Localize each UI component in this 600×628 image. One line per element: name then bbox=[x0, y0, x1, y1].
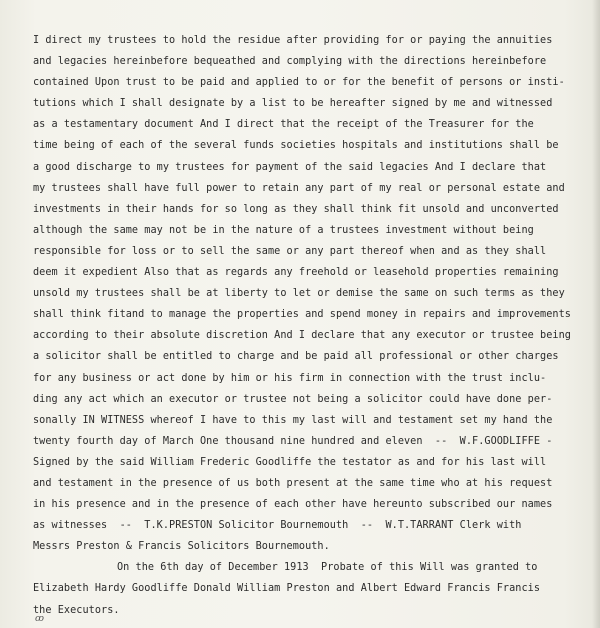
text-line: investments in their hands for so long as they shall think fit unsold and unconverted bbox=[33, 203, 559, 215]
text-line: a good discharge to my trustees for payment of the said legacies And I declare that bbox=[33, 161, 547, 173]
page-binding-edge bbox=[592, 0, 600, 628]
text-line: for any business or act done by him or his firm in connection with the trust inclu- bbox=[33, 372, 547, 384]
text-line: a solicitor shall be entitled to charge and be paid all professional or other charges bbox=[33, 351, 559, 363]
text-line: although the same may not be in the nature of a trustees investment without being bbox=[33, 224, 534, 236]
probate-line: Elizabeth Hardy Goodliffe Donald William Preston and Albert Edward Francis Francis bbox=[33, 583, 541, 595]
text-line: time being of each of the several funds societies hospitals and institutions shall be bbox=[33, 140, 559, 152]
text-line: shall think fitand to manage the properties and spend money in repairs and improvements bbox=[33, 309, 571, 321]
text-line: in his presence and in the presence of each other have hereunto subscribed our names bbox=[33, 499, 553, 511]
probate-line: On the 6th day of December 1913 Probate of this Will was granted to bbox=[117, 562, 538, 574]
text-line: my trustees shall have full power to retain any part of my real or personal estate and bbox=[33, 182, 565, 194]
probate-line: the Executors. bbox=[33, 604, 120, 616]
text-line: Messrs Preston & Francis Solicitors Bournemouth. bbox=[33, 541, 330, 553]
text-line: ding any act which an executor or trustee not being a solicitor could have done per- bbox=[33, 393, 553, 405]
text-line: as a testamentary document And I direct that the receipt of the Treasurer for the bbox=[33, 119, 534, 131]
text-line: contained Upon trust to be paid and applied to or for the benefit of persons or insti- bbox=[33, 77, 565, 89]
text-line: and testament in the presence of us both present at the same time who at his request bbox=[33, 477, 553, 489]
text-line: deem it expedient Also that as regards any freehold or leasehold properties remaining bbox=[33, 267, 559, 279]
text-line: as witnesses -- T.K.PRESTON Solicitor Bournemouth -- W.T.TARRANT Clerk with bbox=[33, 520, 522, 532]
text-line: Signed by the said William Frederic Goodliffe the testator as and for his last will bbox=[33, 456, 547, 468]
text-line: according to their absolute discretion And I declare that any executor or trustee being bbox=[33, 330, 571, 342]
will-text-block bbox=[33, 30, 585, 621]
text-line: tutions which I shall designate by a list to be hereafter signed by me and witnessed bbox=[33, 98, 553, 110]
text-line: unsold my trustees shall be at liberty to let or demise the same on such terms as they bbox=[33, 288, 565, 300]
text-line: twenty fourth day of March One thousand nine hundred and eleven -- W.F.GOODLIFFE - bbox=[33, 435, 553, 447]
text-line: and legacies hereinbefore bequeathed and complying with the directions hereinbefore bbox=[33, 56, 547, 68]
text-line: responsible for loss or to sell the same or any part thereof when and as they shall bbox=[33, 245, 547, 257]
text-line: sonally IN WITNESS whereof I have to this my last will and testament set my hand the bbox=[33, 414, 553, 426]
text-line: I direct my trustees to hold the residue after providing for or paying the annuities bbox=[33, 35, 553, 46]
margin-mark: ꝏ bbox=[35, 614, 44, 624]
